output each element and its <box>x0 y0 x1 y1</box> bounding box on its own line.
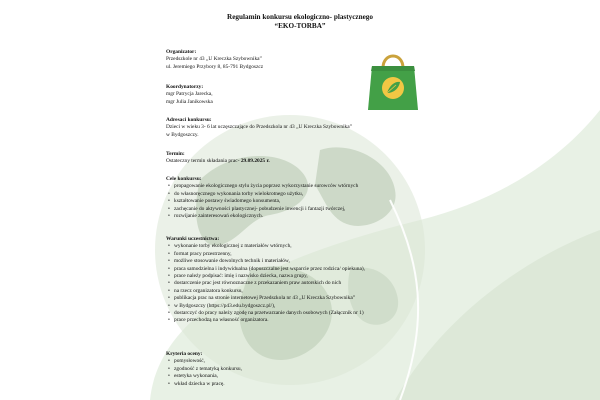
addressees-heading: Adresaci konkursu: <box>166 117 212 123</box>
list-item: • zgodność z tematyką konkursu, <box>166 366 466 373</box>
coordinator-line: mgr Patrycja Jarecka, <box>166 91 213 98</box>
addressees-line: w Bydgoszczy. <box>166 131 199 138</box>
deadline-text: Ostateczny termin składania prac- <box>166 158 241 165</box>
list-item: • na rzecz organizatora konkursu, <box>166 288 466 295</box>
list-item: • wkład dziecka w pracę. <box>166 381 466 388</box>
organizer-line: Przedszkole nr 43 „U Kreczka Szybownika” <box>166 56 262 63</box>
organizer-heading: Organizator: <box>166 49 197 55</box>
list-item: • rozwijanie zainteresowań ekologicznych. <box>166 213 466 220</box>
coordinators-heading: Koordynatorzy: <box>166 84 204 90</box>
deadline-heading: Termin: <box>166 151 185 157</box>
deadline-date: 29.09.2025 r. <box>240 158 270 165</box>
deadline-section <box>166 151 466 166</box>
list-item: • do własnoręcznego wykonania torby wielokrotnego użytku, <box>166 191 466 198</box>
list-item: • kształtowanie postawy świadomego konsumenta, <box>166 198 466 205</box>
criteria-section <box>166 351 466 388</box>
coordinator-line: mgr Julia Janikowska <box>166 98 213 105</box>
conditions-heading: Warunki uczestnictwa: <box>166 236 220 242</box>
list-item: • w Bydgoszczy (https://p43.edu.bydgoszcz.pl/), <box>166 303 466 310</box>
list-item: • zachęcanie do aktywności plastycznej- pobudzenie inwencji i fantazji twórczej, <box>166 206 466 213</box>
list-item: • praca samodzielna i indywidualna (dopuszczalne jest wsparcie przez rodzica/ opiekuna), <box>166 266 466 273</box>
list-item: • dostarczyć do pracy należy zgodę na przetwarzanie danych osobowych (Załącznik nr 1) <box>166 310 466 317</box>
coordinators-section <box>166 84 466 106</box>
goals-section <box>166 176 466 220</box>
document-title: Regulamin konkursu ekologiczno- plastycznego <box>227 13 373 21</box>
goals-heading: Cele konkursu: <box>166 176 202 182</box>
list-item: • estetyka wykonania, <box>166 373 466 380</box>
deadline-line <box>166 158 466 165</box>
conditions-section <box>166 236 466 325</box>
list-item: • publikacja prac na stronie internetowej Przedszkola nr 43 „U Kreczka Szybownika” <box>166 295 466 302</box>
contest-name: “EKO-TORBA” <box>274 22 326 30</box>
list-item: • wykonanie torby ekologicznej z materiałów wtórnych, <box>166 243 466 250</box>
list-item: • dostarczenie prac jest równoznaczne z przekazaniem praw autorskich do nich <box>166 280 466 287</box>
organizer-line: ul. Jeremiego Przybory 8, 85-791 Bydgoszcz <box>166 63 264 70</box>
addressees-line: Dzieci w wieku 3- 6 lat uczęszczające do Przedszkola nr 43 „U Kreczka Szybownika” <box>166 124 353 131</box>
goals-list <box>166 183 466 220</box>
criteria-heading: Kryteria oceny: <box>166 351 203 357</box>
criteria-list <box>166 358 466 388</box>
list-item: • pomysłowość, <box>166 358 466 365</box>
organizer-section <box>166 49 466 71</box>
list-item: • format pracy przestrzenny, <box>166 251 466 258</box>
list-item: • propagowanie ekologicznego stylu życia poprzez wykorzystanie surowców wtórnych <box>166 183 466 190</box>
list-item: • możliwe stosowanie dowolnych technik i materiałów, <box>166 258 466 265</box>
conditions-list <box>166 243 466 324</box>
list-item: • prace przechodzą na własność organizatora. <box>166 317 466 324</box>
addressees-section <box>166 117 466 139</box>
list-item: • prace należy podpisać: imię i nazwisko dziecka, nazwa grupy, <box>166 273 466 280</box>
